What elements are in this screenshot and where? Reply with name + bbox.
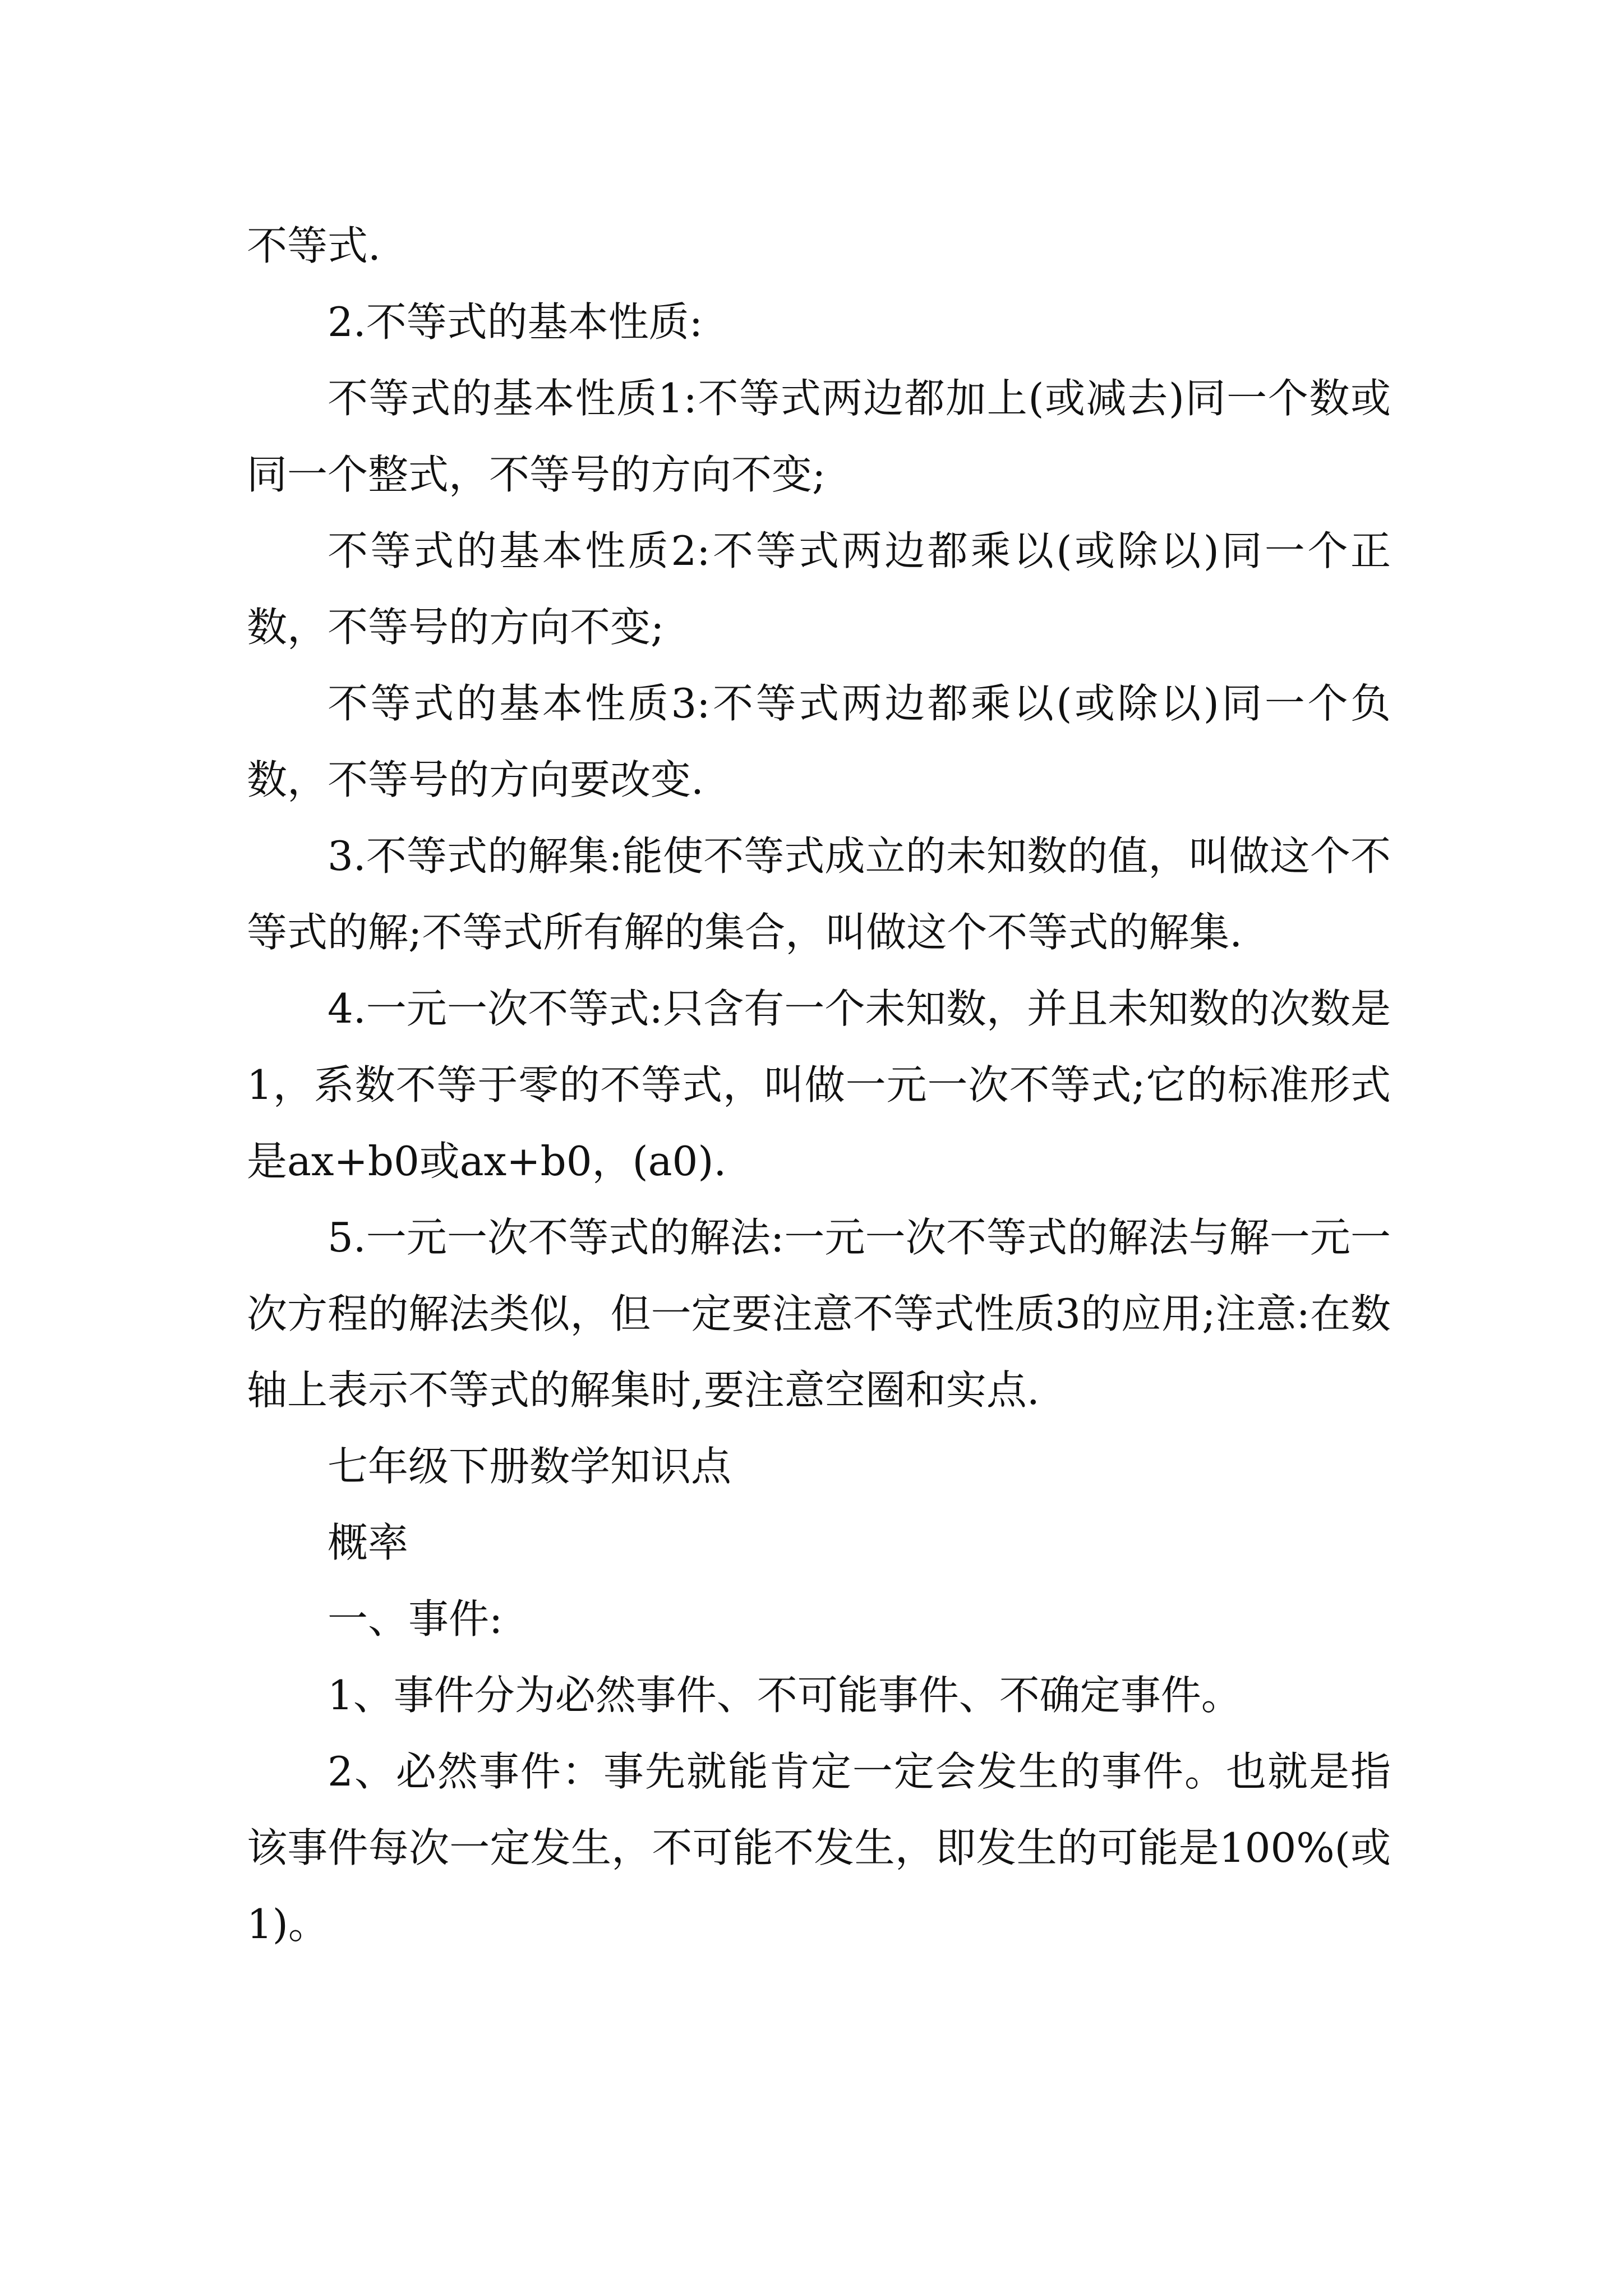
- paragraph-solving-method: 5.一元一次不等式的解法:一元一次不等式的解法与解一元一次方程的解法类似，但一定要注意不等式性质3的应用;注意:在数轴上表示不等式的解集时,要注意空圈和实点.: [247, 1214, 1391, 1414]
- document-body: [247, 208, 1391, 1962]
- paragraph-continuation: 不等式.: [247, 222, 381, 269]
- paragraph-property-1: 不等式的基本性质1:不等式两边都加上(或减去)同一个数或同一个整式，不等号的方向不变;: [247, 375, 1391, 498]
- heading-events: 一、事件:: [328, 1595, 503, 1642]
- paragraph-event-types: 1、事件分为必然事件、不可能事件、不确定事件。: [328, 1672, 1242, 1719]
- paragraph-solution-set: 3.不等式的解集:能使不等式成立的未知数的值，叫做这个不等式的解;不等式所有解的集合，叫做这个不等式的解集.: [247, 832, 1391, 956]
- paragraph-inequality-properties-heading: 2.不等式的基本性质:: [328, 298, 703, 346]
- section-title: 七年级下册数学知识点: [328, 1443, 732, 1490]
- paragraph-property-3: 不等式的基本性质3:不等式两边都乘以(或除以)同一个负数，不等号的方向要改变.: [247, 680, 1391, 803]
- paragraph-certain-event: 2、必然事件：事先就能肯定一定会发生的事件。也就是指该事件每次一定发生，不可能不发生，即发生的可能是100%(或1)。: [247, 1748, 1391, 1948]
- section-subtitle-probability: 概率: [328, 1519, 409, 1566]
- paragraph-property-2: 不等式的基本性质2:不等式两边都乘以(或除以)同一个正数，不等号的方向不变;: [247, 527, 1391, 651]
- paragraph-linear-inequality: 4.一元一次不等式:只含有一个未知数，并且未知数的次数是1，系数不等于零的不等式，叫做一元一次不等式;它的标准形式是ax+b0或ax+b0，(a0).: [247, 985, 1391, 1185]
